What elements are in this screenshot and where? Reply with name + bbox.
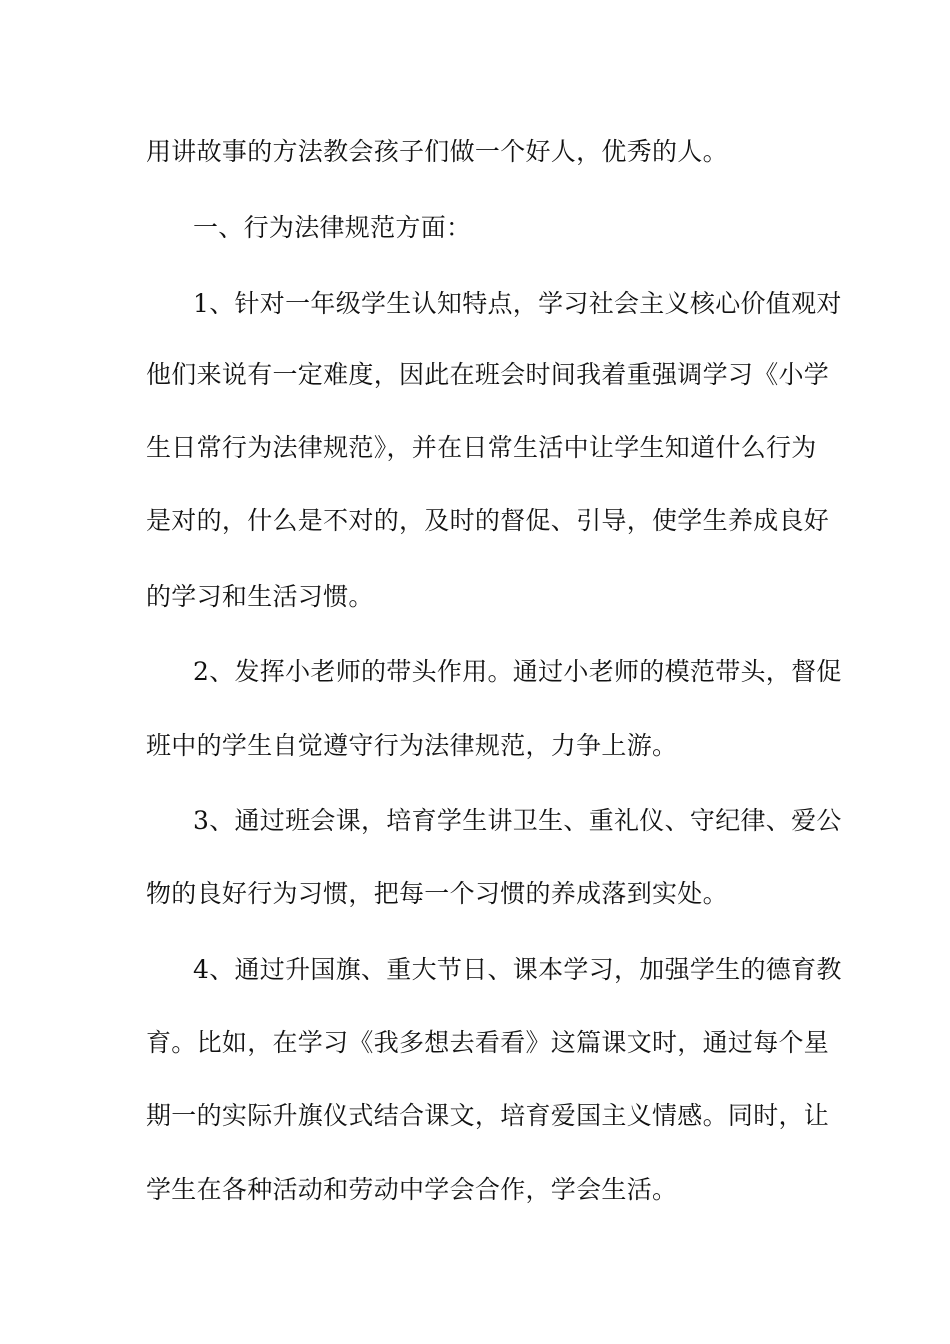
text-line: 物的良好行为习惯，把每一个习惯的养成落到实处。 bbox=[146, 879, 728, 908]
text-line: 用讲故事的方法教会孩子们做一个好人，优秀的人。 bbox=[146, 137, 728, 166]
text-line: 生日常行为法律规范》，并在日常生活中让学生知道什么行为 bbox=[146, 433, 817, 462]
section-heading: 一、行为法律规范方面： bbox=[193, 213, 472, 242]
text-line: 3、通过班会课，培育学生讲卫生、重礼仪、守纪律、爱公 bbox=[193, 806, 842, 835]
text-line: 2、发挥小老师的带头作用。通过小老师的模范带头，督促 bbox=[193, 657, 842, 686]
text-line: 班中的学生自觉遵守行为法律规范，力争上游。 bbox=[146, 731, 678, 760]
text-line: 学生在各种活动和劳动中学会合作，学会生活。 bbox=[146, 1175, 678, 1204]
text-line: 他们来说有一定难度，因此在班会时间我着重强调学习《小学 bbox=[146, 360, 830, 389]
text-line: 是对的，什么是不对的，及时的督促、引导，使学生养成良好 bbox=[146, 506, 830, 535]
text-line: 1、针对一年级学生认知特点，学习社会主义核心价值观对 bbox=[193, 289, 842, 318]
text-line: 育。比如，在学习《我多想去看看》这篇课文时，通过每个星 bbox=[146, 1028, 830, 1057]
text-line: 的学习和生活习惯。 bbox=[146, 582, 374, 611]
text-line: 期一的实际升旗仪式结合课文，培育爱国主义情感。同时，让 bbox=[146, 1101, 830, 1130]
text-line: 4、通过升国旗、重大节日、课本学习，加强学生的德育教 bbox=[193, 955, 842, 984]
